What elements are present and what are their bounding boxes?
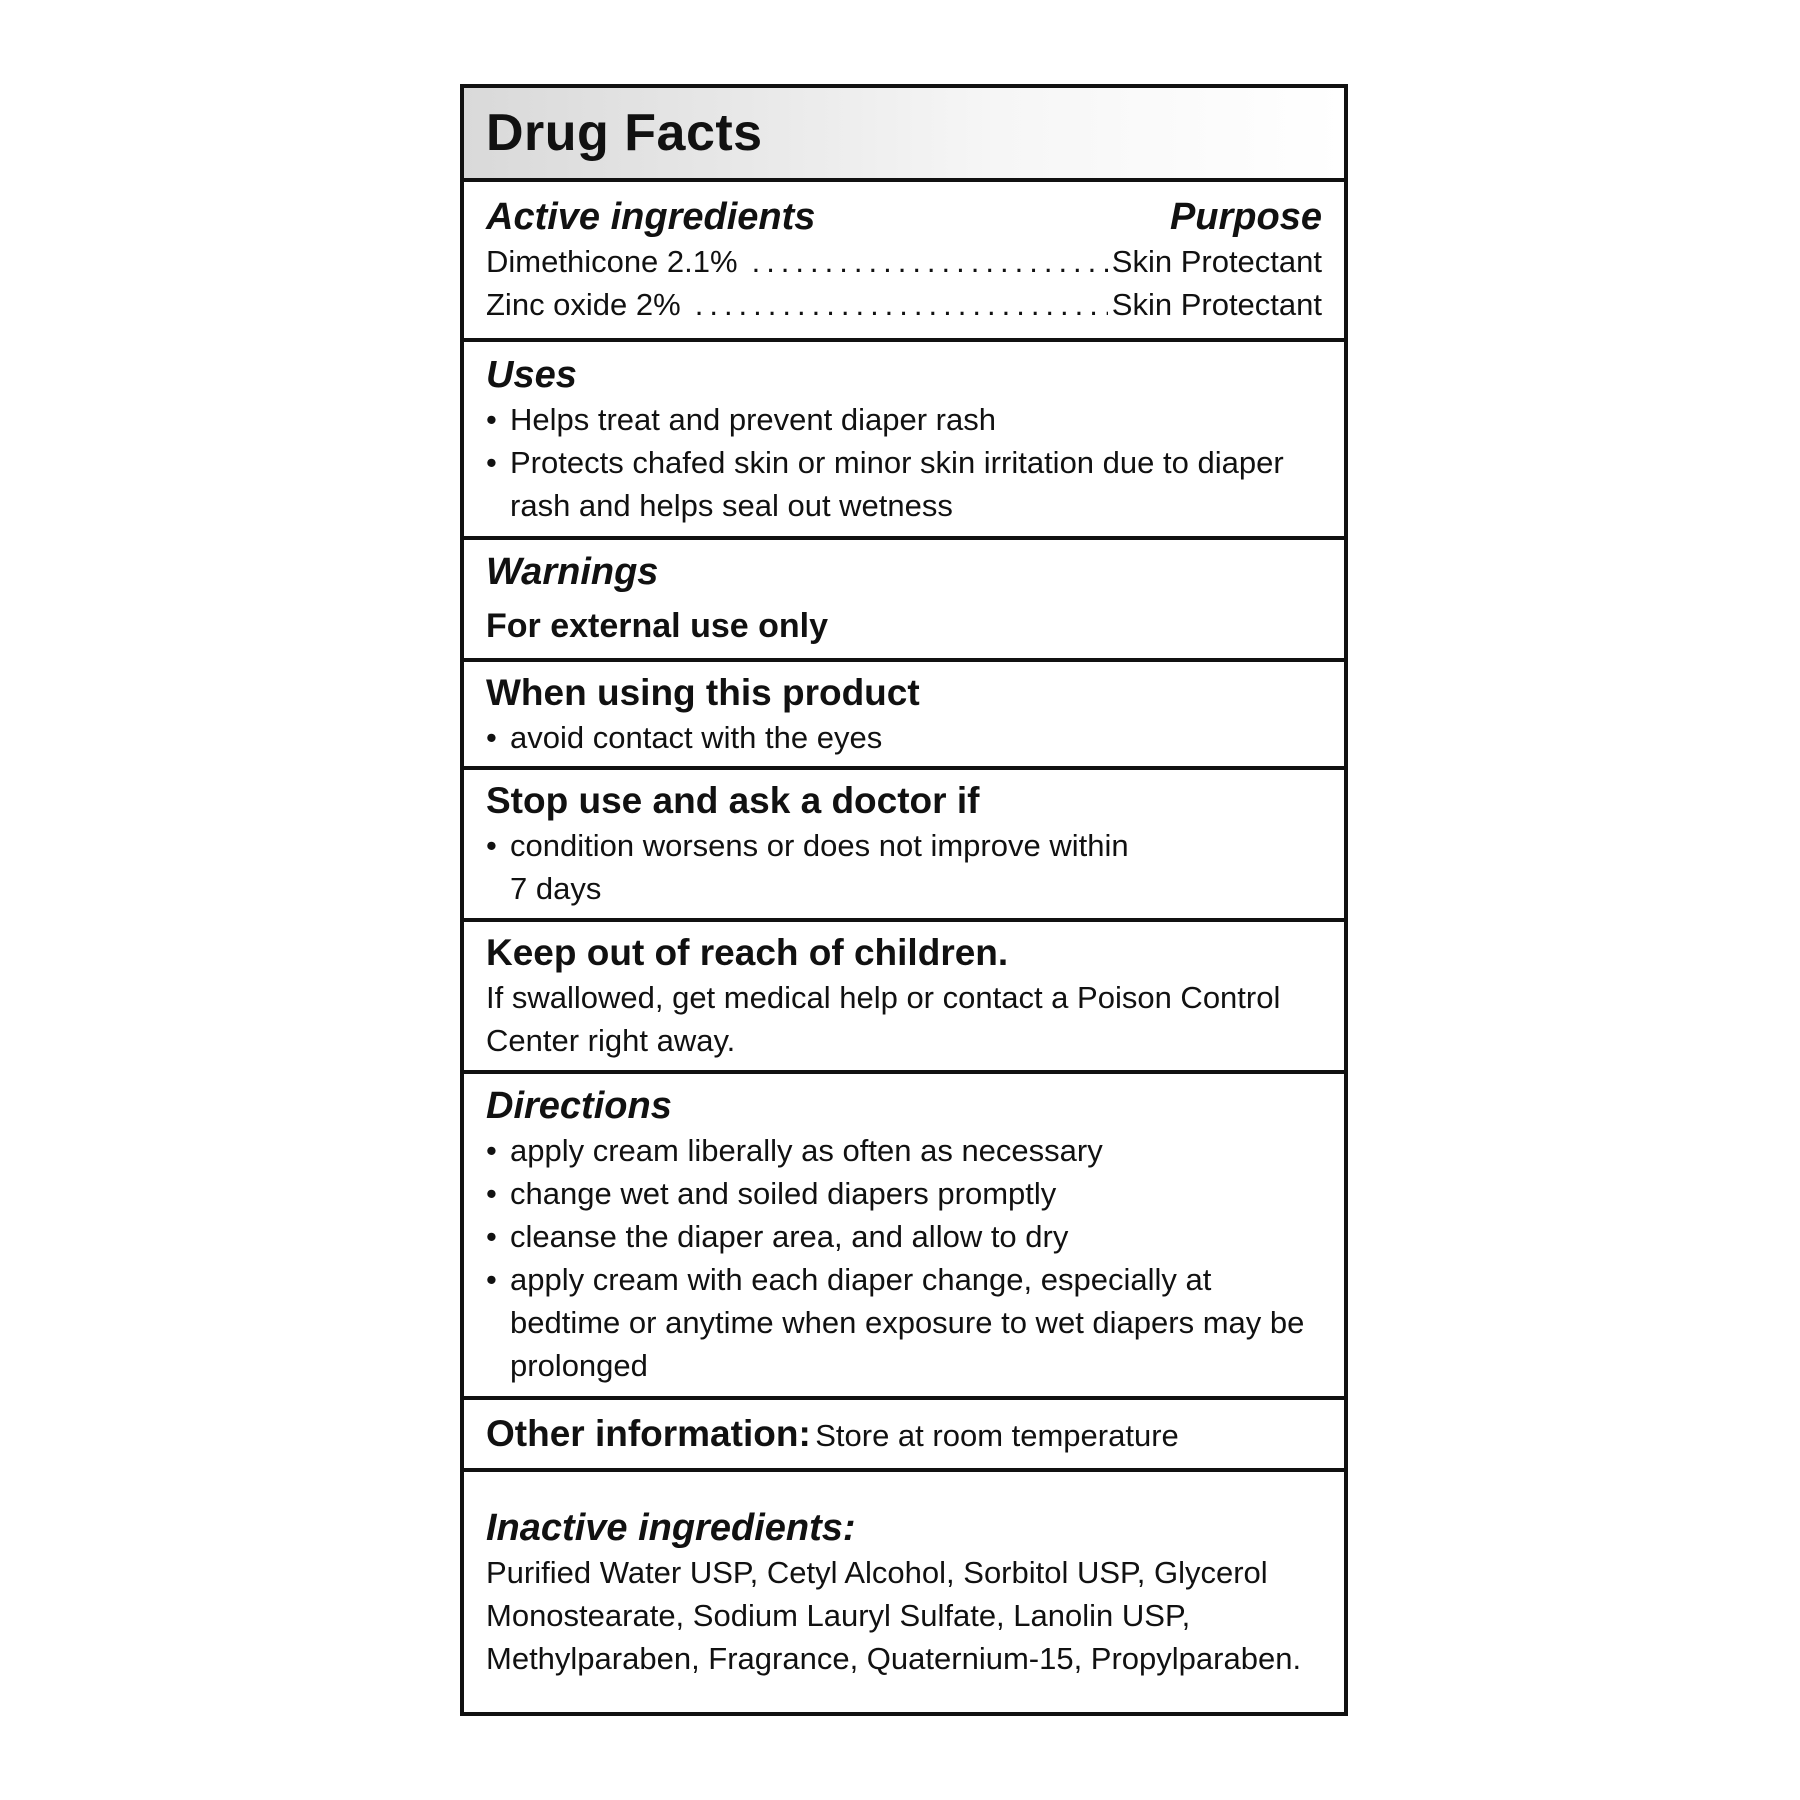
drug-facts-label bbox=[460, 84, 1348, 1716]
list-item-text: Helps treat and prevent diaper rash bbox=[510, 401, 996, 437]
when-using-heading: When using this product bbox=[486, 671, 920, 713]
other-information-text: Store at room temperature bbox=[815, 1418, 1179, 1453]
directions-list bbox=[486, 1129, 1322, 1387]
list-item bbox=[486, 1258, 1322, 1387]
when-using-section bbox=[464, 662, 1344, 770]
list-item-text: change wet and soiled diapers promptly bbox=[510, 1176, 1057, 1211]
keep-out-heading: Keep out of reach of children. bbox=[486, 932, 1009, 973]
purpose-heading: Purpose bbox=[1169, 196, 1322, 238]
bullet-icon: • bbox=[486, 719, 497, 755]
uses-heading: Uses bbox=[486, 353, 577, 396]
list-item-text: avoid contact with the eyes bbox=[510, 719, 883, 755]
bullet-icon: • bbox=[486, 828, 497, 863]
ingredient-row bbox=[486, 283, 1322, 326]
warnings-text: For external use only bbox=[486, 607, 828, 645]
keep-out-section bbox=[464, 922, 1344, 1074]
drug-facts-title: Drug Facts bbox=[486, 104, 763, 162]
warnings-section bbox=[464, 540, 1344, 662]
list-item bbox=[486, 716, 1322, 759]
list-item bbox=[486, 1172, 1322, 1215]
when-using-list bbox=[486, 716, 1322, 759]
list-item-text: Protects chafed skin or minor skin irritation due to diaper rash and helps seal out wetness bbox=[510, 444, 1284, 523]
inactive-ingredients-heading: Inactive ingredients: bbox=[486, 1506, 856, 1549]
inactive-ingredients-text: Purified Water USP, Cetyl Alcohol, Sorbitol USP, Glycerol Monostearate, Sodium Lauryl Sulfate, Lanolin USP, Methylparaben, Fragrance, Quaternium-15, Propylparaben. bbox=[486, 1554, 1302, 1676]
other-information-heading: Other information: bbox=[486, 1413, 811, 1454]
stop-use-heading: Stop use and ask a doctor if bbox=[486, 780, 980, 821]
ingredient-row bbox=[486, 240, 1322, 283]
bullet-icon: • bbox=[486, 1262, 497, 1297]
bullet-icon: • bbox=[486, 1219, 497, 1254]
other-information-line bbox=[486, 1411, 1322, 1457]
list-item bbox=[486, 824, 1142, 910]
warnings-heading: Warnings bbox=[486, 551, 659, 593]
uses-section bbox=[464, 342, 1344, 540]
stop-use-list bbox=[486, 824, 1322, 910]
leader-dots bbox=[752, 240, 1108, 283]
ingredient-name: Dimethicone 2.1% bbox=[486, 244, 738, 279]
leader-dots bbox=[695, 283, 1108, 326]
directions-heading: Directions bbox=[486, 1085, 672, 1127]
ingredient-purpose: Skin Protectant bbox=[1111, 287, 1322, 322]
bullet-icon: • bbox=[486, 401, 497, 437]
bullet-icon: • bbox=[486, 1133, 497, 1168]
inactive-ingredients-section bbox=[464, 1472, 1344, 1712]
active-ingredients-section bbox=[464, 182, 1344, 342]
keep-out-text: If swallowed, get medical help or contact a Poison Control Center right away. bbox=[486, 980, 1281, 1058]
list-item bbox=[486, 1129, 1322, 1172]
list-item-text: condition worsens or does not improve within 7 days bbox=[510, 828, 1129, 906]
list-item bbox=[486, 398, 1322, 441]
list-item bbox=[486, 441, 1322, 527]
list-item bbox=[486, 1215, 1322, 1258]
bullet-icon: • bbox=[486, 1176, 497, 1211]
stop-use-section bbox=[464, 770, 1344, 922]
active-ingredients-heading: Active ingredients bbox=[486, 196, 816, 238]
list-item-text: apply cream with each diaper change, especially at bedtime or anytime when exposure to wet diapers may be prolonged bbox=[510, 1262, 1305, 1383]
active-ingredients-header-row bbox=[486, 194, 1322, 240]
uses-list bbox=[486, 398, 1322, 527]
list-item-text: apply cream liberally as often as necessary bbox=[510, 1133, 1103, 1168]
bullet-icon: • bbox=[486, 444, 497, 480]
drug-facts-header bbox=[464, 88, 1344, 182]
directions-section bbox=[464, 1074, 1344, 1400]
other-information-section bbox=[464, 1400, 1344, 1472]
ingredient-name: Zinc oxide 2% bbox=[486, 287, 681, 322]
ingredient-purpose: Skin Protectant bbox=[1111, 244, 1322, 279]
list-item-text: cleanse the diaper area, and allow to dry bbox=[510, 1219, 1069, 1254]
